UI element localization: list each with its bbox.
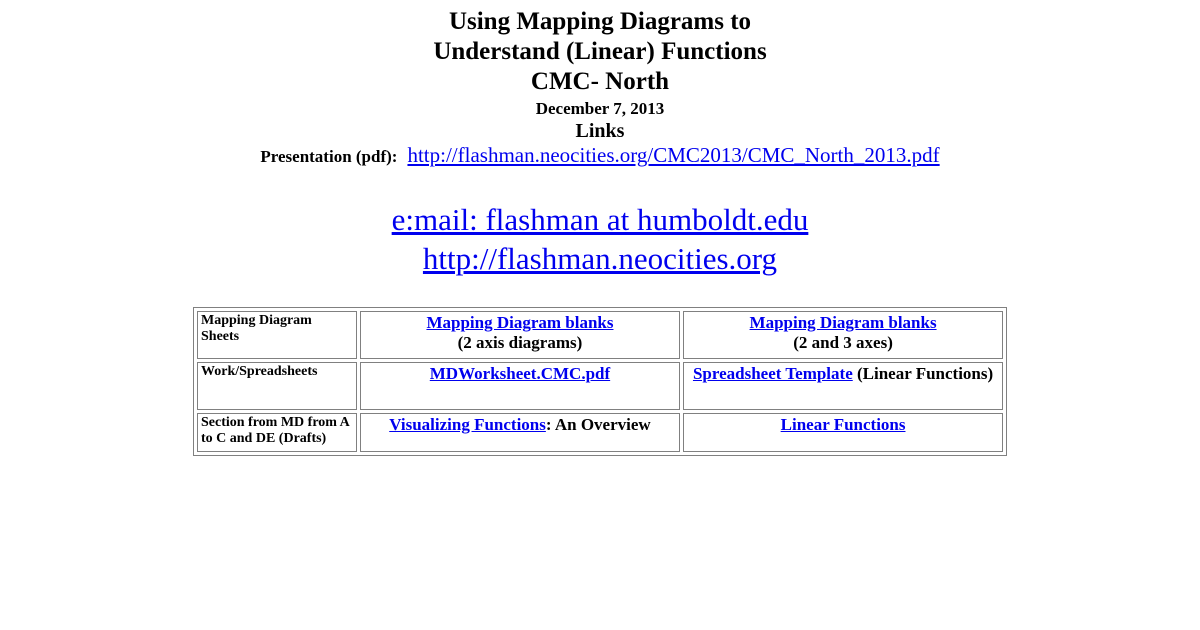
date: December 7, 2013	[535, 99, 665, 118]
table-row	[197, 413, 1003, 452]
visualizing-functions-link[interactable]: Visualizing Functions	[389, 415, 546, 434]
row-label: Work/Spreadsheets	[197, 362, 357, 410]
email-link[interactable]: e:mail: flashman at humboldt.edu	[391, 202, 809, 237]
md-worksheet-link[interactable]: MDWorksheet.CMC.pdf	[429, 364, 611, 383]
table-cell	[360, 413, 680, 452]
resources-table	[193, 307, 1007, 456]
page-header	[0, 7, 1200, 143]
row-label: Section from MD from A to C and DE (Drafts)	[197, 413, 357, 452]
title-line-1: Using Mapping Diagrams to	[448, 8, 752, 35]
cell-text: : An Overview	[545, 415, 651, 434]
cell-text: (Linear Functions)	[852, 364, 994, 383]
cell-text: (2 and 3 axes)	[793, 333, 893, 352]
spreadsheet-template-link[interactable]: Spreadsheet Template	[692, 364, 853, 383]
presentation-link[interactable]: http://flashman.neocities.org/CMC2013/CMC_North_2013.pdf	[407, 143, 940, 167]
table-cell	[683, 413, 1003, 452]
table-cell	[360, 311, 680, 359]
linear-functions-link[interactable]: Linear Functions	[780, 415, 906, 434]
presentation-label: Presentation (pdf):	[260, 147, 398, 166]
table-cell	[683, 362, 1003, 410]
links-heading: Links	[575, 120, 625, 142]
website-link[interactable]: http://flashman.neocities.org	[422, 241, 778, 276]
mapping-diagram-blanks-2-3-axes-link[interactable]: Mapping Diagram blanks	[749, 313, 937, 332]
title-line-2: Understand (Linear) Functions	[433, 38, 767, 65]
presentation-row	[0, 143, 1200, 168]
table-row	[197, 362, 1003, 410]
mapping-diagram-blanks-2-axis-link[interactable]: Mapping Diagram blanks	[426, 313, 614, 332]
table-cell	[683, 311, 1003, 359]
title-line-3: CMC- North	[530, 68, 670, 95]
cell-text: (2 axis diagrams)	[457, 333, 583, 352]
row-label: Mapping Diagram Sheets	[197, 311, 357, 359]
table-row	[197, 311, 1003, 359]
table-cell	[360, 362, 680, 410]
